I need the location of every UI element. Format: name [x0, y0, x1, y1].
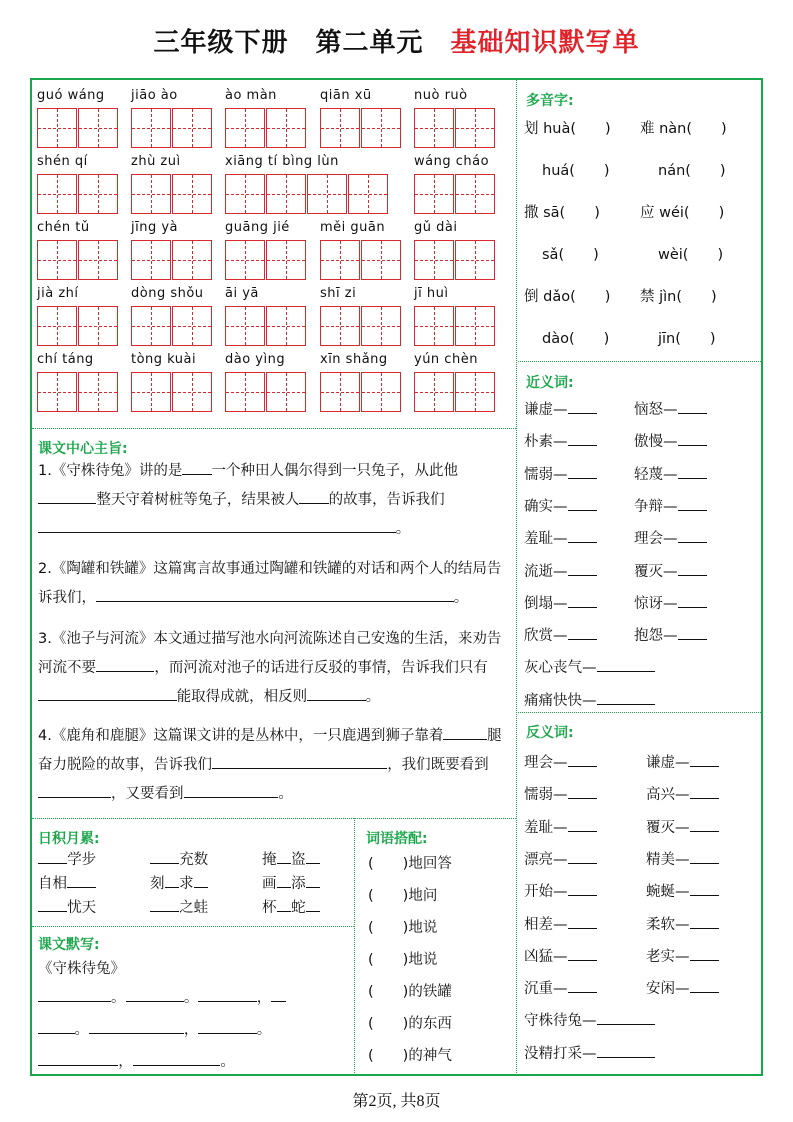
tianzige-box — [320, 372, 360, 412]
zhuzhi-heading: 课文中心主旨: — [38, 441, 128, 457]
moxie-heading: 课文默写: — [38, 937, 100, 953]
duoyin-item: huá( ) — [542, 163, 610, 179]
pinyin-label: yún chèn — [414, 352, 478, 367]
tianzige-box — [414, 108, 454, 148]
tianzige-box — [131, 240, 171, 280]
jinyi-item: 确实— — [524, 493, 597, 522]
duoyin-item: 撒 sā( ) — [524, 205, 600, 221]
tianzige-box — [78, 240, 118, 280]
jinyi-item: 抱怨— — [634, 622, 707, 651]
tianzige-box — [320, 108, 360, 148]
duoyin-heading: 多音字: — [526, 93, 574, 109]
tianzige-box — [131, 174, 171, 214]
riji-item: 学步 — [38, 846, 96, 875]
fanyi-item: 守株待兔— — [524, 1007, 655, 1036]
fanyi-item: 谦虚— — [646, 749, 719, 778]
zhuzhi-item: 2.《陶罐和铁罐》这篇寓言故事通过陶罐和铁罐的对话和两个人的结局告诉我们， 。 — [38, 561, 502, 606]
fanyi-item: 漂亮— — [524, 846, 597, 875]
moxie-line: ， 。 — [38, 1048, 235, 1077]
riji-item: 杯 蛇 — [262, 894, 320, 923]
jinyi-item: 覆灭— — [634, 558, 707, 587]
dapei-item: ( )地说 — [368, 920, 438, 936]
jinyi-heading: 近义词: — [526, 375, 574, 391]
tianzige-box — [78, 108, 118, 148]
pinyin-label: gǔ dài — [414, 220, 458, 235]
pinyin-label: dào yìng — [225, 352, 286, 367]
pinyin-label: jiāo ào — [131, 88, 178, 103]
pinyin-label: nuò ruò — [414, 88, 468, 103]
pinyin-label: qiān xū — [320, 88, 372, 103]
duoyin-item: jīn( ) — [658, 331, 716, 347]
tianzige-box — [455, 240, 495, 280]
tianzige-box — [225, 108, 265, 148]
duoyin-item: 应 wéi( ) — [640, 205, 725, 221]
moxie-line: 。 ， 。 — [38, 1016, 271, 1045]
tianzige-box — [266, 306, 306, 346]
fanyi-heading: 反义词: — [526, 725, 574, 741]
riji-item: 充数 — [150, 846, 208, 875]
duoyin-item: 划 huà( ) — [524, 121, 611, 137]
tianzige-box — [455, 306, 495, 346]
main-vertical-divider — [516, 80, 517, 1075]
riji-item: 掩 盗 — [262, 846, 320, 875]
tianzige-box — [414, 372, 454, 412]
fanyi-item: 覆灭— — [646, 814, 719, 843]
tianzige-box — [348, 174, 388, 214]
pinyin-label: guó wáng — [37, 88, 105, 103]
pinyin-label: tòng kuài — [131, 352, 197, 367]
fanyi-item: 相差— — [524, 911, 597, 940]
tianzige-box — [37, 240, 77, 280]
tianzige-box — [78, 372, 118, 412]
page-title — [0, 22, 793, 59]
pinyin-label: jīng yà — [131, 220, 179, 235]
title-highlight: 基础知识默写单 — [450, 28, 640, 58]
jinyi-item: 懦弱— — [524, 461, 597, 490]
pinyin-label: chén tǔ — [37, 220, 90, 235]
riji-item: 自相 — [38, 870, 96, 899]
fanyi-item: 柔软— — [646, 911, 719, 940]
tianzige-box — [172, 108, 212, 148]
tianzige-box — [266, 174, 306, 214]
dapei-item: ( )地说 — [368, 952, 438, 968]
tianzige-box — [225, 372, 265, 412]
tianzige-box — [37, 306, 77, 346]
jinyi-item: 恼怒— — [634, 396, 707, 425]
pinyin-label: xiāng tí bìng lùn — [225, 154, 339, 169]
tianzige-box — [266, 372, 306, 412]
fanyi-item: 安闲— — [646, 975, 719, 1004]
tianzige-box — [225, 306, 265, 346]
jinyi-item: 轻蔑— — [634, 461, 707, 490]
tianzige-box — [131, 372, 171, 412]
tianzige-box — [225, 174, 265, 214]
pinyin-label: guāng jié — [225, 220, 290, 235]
fanyi-item: 蜿蜒— — [646, 878, 719, 907]
pinyin-label: shī zi — [320, 286, 357, 301]
riji-item: 画 添 — [262, 870, 320, 899]
tianzige-box — [37, 174, 77, 214]
duoyin-item: 难 nàn( ) — [640, 121, 727, 137]
riji-item: 刻 求 — [150, 870, 208, 899]
fanyi-item: 羞耻— — [524, 814, 597, 843]
dapei-item: ( )地问 — [368, 888, 438, 904]
tianzige-box — [414, 174, 454, 214]
zhuzhi-item: 3.《池子与河流》本文通过描写池水向河流陈述自己安逸的生活，来劝告河流不要 ，而河流对池子的话进行反驳的事情，告诉我们只有能取得成就，相反则 。 — [38, 631, 502, 705]
pinyin-label: jī huì — [414, 286, 449, 301]
tianzige-box — [414, 306, 454, 346]
pinyin-bottom-divider — [32, 428, 516, 429]
jinyi-item: 争辩— — [634, 493, 707, 522]
tianzige-box — [414, 240, 454, 280]
zhuzhi-item: 4.《鹿角和鹿腿》这篇课文讲的是丛林中，一只鹿遇到狮子靠着 腿奋力脱险的故事，告诉我们 ，我们既要看到，又要看到 。 — [38, 722, 508, 809]
jinyi-item: 谦虚— — [524, 396, 597, 425]
tianzige-box — [455, 372, 495, 412]
tianzige-box — [131, 306, 171, 346]
jinyi-item: 傲慢— — [634, 428, 707, 457]
duoyin-item: wèi( ) — [658, 247, 724, 263]
tianzige-box — [361, 306, 401, 346]
duoyin-item: nán( ) — [658, 163, 726, 179]
moxie-line: 。 。 ， — [38, 984, 286, 1013]
riji-bottom-divider — [32, 926, 354, 927]
tianzige-box — [361, 240, 401, 280]
tianzige-box — [320, 306, 360, 346]
tianzige-box — [307, 174, 347, 214]
duoyin-item: dào( ) — [542, 331, 610, 347]
jinyi-item: 倒塌— — [524, 590, 597, 619]
pinyin-label: wáng cháo — [414, 154, 490, 169]
tianzige-box — [455, 174, 495, 214]
fanyi-item: 凶猛— — [524, 943, 597, 972]
fanyi-item: 开始— — [524, 878, 597, 907]
fanyi-item: 懦弱— — [524, 781, 597, 810]
jinyi-item: 朴素— — [524, 428, 597, 457]
jinyi-item: 痛痛快快— — [524, 687, 655, 716]
pinyin-label: jià zhí — [37, 286, 79, 301]
zhuzhi-item: 1.《守株待兔》讲的是 一个种田人偶尔得到一只兔子，从此他整天守着树桩等兔子，结果被人 的故事，告诉我们。 — [38, 457, 508, 544]
tianzige-box — [172, 174, 212, 214]
riji-heading: 日积月累: — [38, 831, 100, 847]
tianzige-box — [361, 372, 401, 412]
pinyin-label: zhù zuì — [131, 154, 181, 169]
title-main: 三年级下册 第二单元 — [153, 28, 451, 58]
duoyin-bottom-divider — [518, 361, 761, 362]
dapei-item: ( )地回答 — [368, 856, 452, 872]
pinyin-label: xīn shǎng — [320, 352, 388, 367]
pinyin-label: ào màn — [225, 88, 277, 103]
fanyi-item: 理会— — [524, 749, 597, 778]
duoyin-item: 禁 jìn( ) — [640, 289, 717, 305]
duoyin-item: 倒 dǎo( ) — [524, 289, 611, 305]
tianzige-box — [78, 306, 118, 346]
pinyin-label: chí táng — [37, 352, 94, 367]
tianzige-box — [266, 240, 306, 280]
riji-item: 之蛙 — [150, 894, 208, 923]
tianzige-box — [455, 108, 495, 148]
tianzige-box — [320, 240, 360, 280]
tianzige-box — [361, 108, 401, 148]
jinyi-item: 羞耻— — [524, 525, 597, 554]
fanyi-item: 老实— — [646, 943, 719, 972]
fanyi-item: 高兴— — [646, 781, 719, 810]
riji-item: 忧天 — [38, 894, 96, 923]
jinyi-item: 惊讶— — [634, 590, 707, 619]
dapei-item: ( )的神气 — [368, 1048, 452, 1064]
fanyi-item: 精美— — [646, 846, 719, 875]
duoyin-item: sǎ( ) — [542, 247, 599, 263]
dapei-item: ( )的东西 — [368, 1016, 452, 1032]
tianzige-box — [266, 108, 306, 148]
tianzige-box — [78, 174, 118, 214]
pinyin-label: měi guān — [320, 220, 386, 235]
tianzige-box — [225, 240, 265, 280]
tianzige-box — [37, 372, 77, 412]
pinyin-label: shén qí — [37, 154, 88, 169]
tianzige-box — [37, 108, 77, 148]
jinyi-item: 欣赏— — [524, 622, 597, 651]
lower-vertical-divider — [354, 818, 355, 1075]
fanyi-item: 沉重— — [524, 975, 597, 1004]
zhuzhi-bottom-divider — [32, 818, 516, 819]
pinyin-label: āi yā — [225, 286, 259, 301]
jinyi-item: 理会— — [634, 525, 707, 554]
pinyin-label: dòng shǒu — [131, 286, 204, 301]
tianzige-box — [172, 372, 212, 412]
fanyi-item: 没精打采— — [524, 1040, 655, 1069]
tianzige-box — [131, 108, 171, 148]
tianzige-box — [172, 306, 212, 346]
moxie-title: 《守株待兔》 — [38, 961, 125, 977]
page-footer: 第2页, 共8页 — [352, 1093, 441, 1110]
dapei-heading: 词语搭配: — [366, 831, 428, 847]
dapei-item: ( )的铁罐 — [368, 984, 452, 1000]
jinyi-item: 灰心丧气— — [524, 654, 655, 683]
jinyi-item: 流逝— — [524, 558, 597, 587]
tianzige-box — [172, 240, 212, 280]
